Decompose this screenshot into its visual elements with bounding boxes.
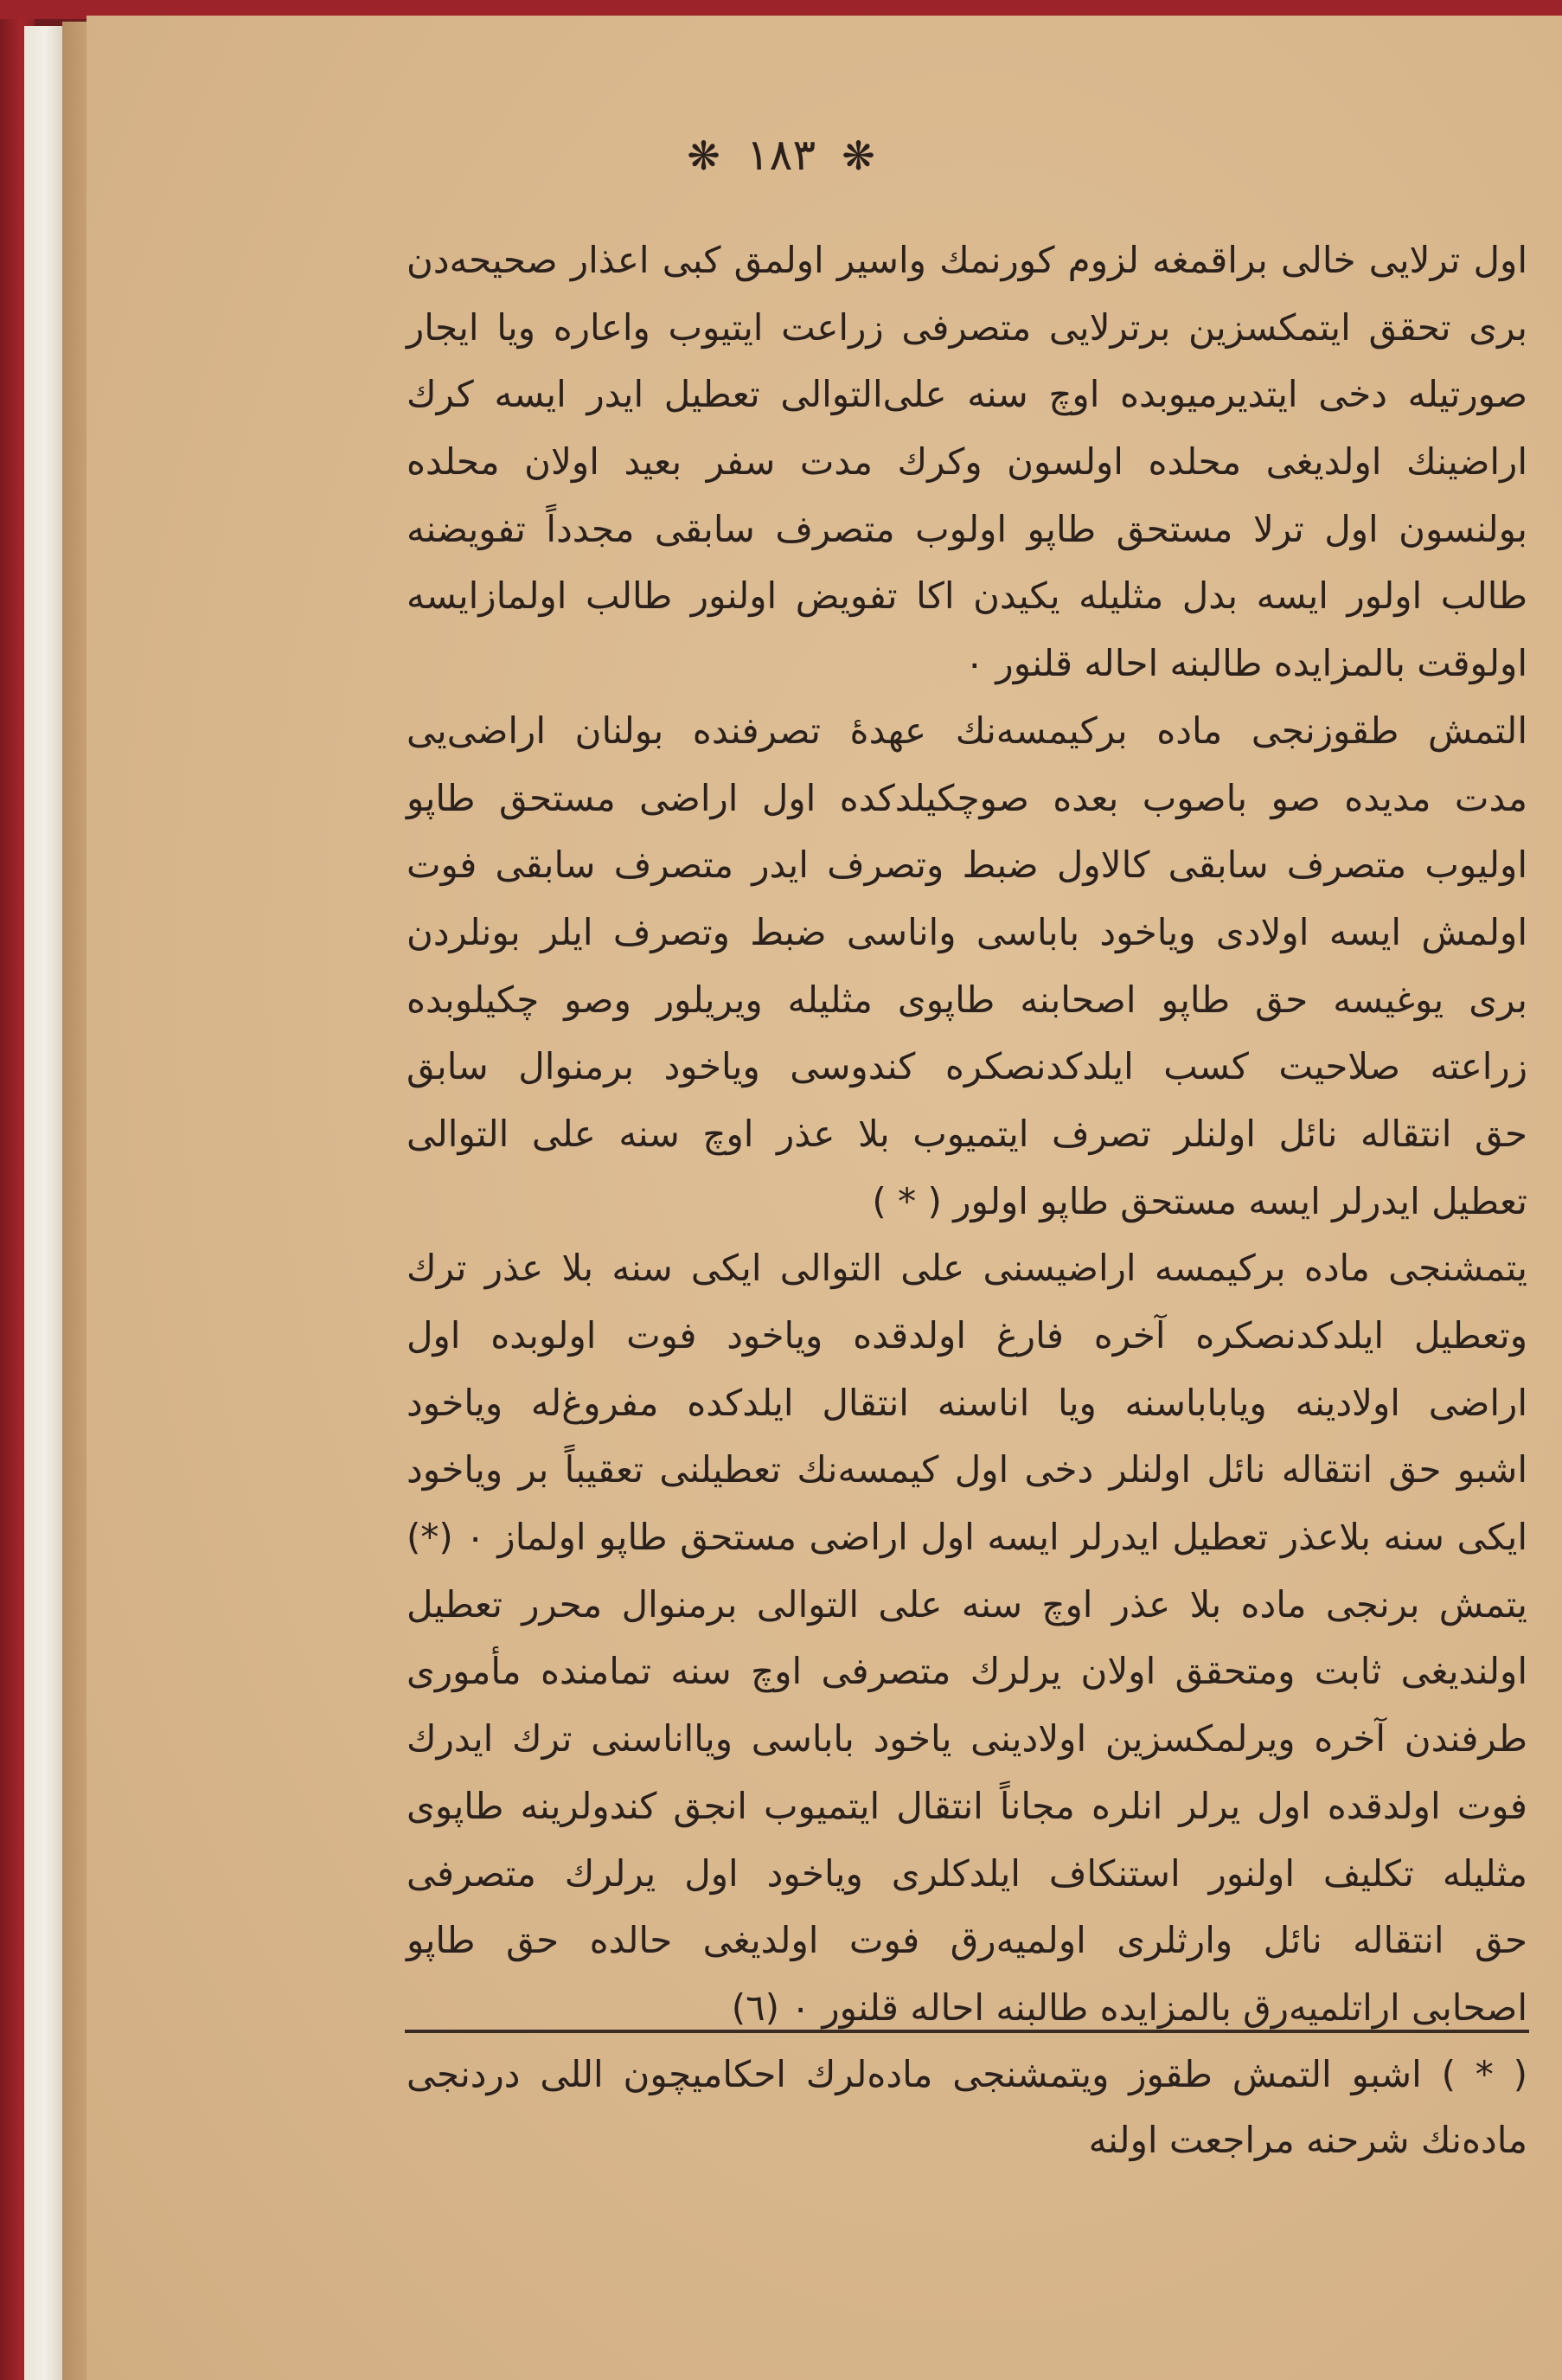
footnote-divider <box>405 2030 1529 2033</box>
text-line: بولنسون اول ترلا مستحق طاپو اولوب متصرف سابقی مجدداً تفویضنه <box>407 507 1527 550</box>
text-line: حق انتقاله نائل وارثلری اولمیه‌رق فوت اولدیغی حالده حق طاپو <box>407 1919 1527 1962</box>
text-line: بری تحقق ایتمکسزین برترلایی متصرفی زراعت ایتیوب واعاره ویا ایجار <box>407 305 1527 349</box>
text-line: اولمش ایسه اولادی ویاخود باباسی واناسی ضبط وتصرف ایلر بونلردن <box>407 910 1527 953</box>
text-line: اصحابی اراتلمیه‌رق بالمزایده طالبنه احاله قلنور ۰ (٦) <box>731 1985 1527 2029</box>
page-number: ١٨٣ <box>746 130 816 180</box>
text-line: تعطیل ایدرلر ایسه مستحق طاپو اولور ( * ) <box>872 1179 1527 1222</box>
endpaper-edge <box>24 26 66 2380</box>
ornament-icon: ❋ <box>842 132 875 179</box>
article-heading-line: التمش طقوزنجی ماده برکیمسه‌نك عهدهٔ تصرفنده بولنان اراضی‌یی <box>407 709 1527 752</box>
article-heading-line: یتمش برنجی ماده بلا عذر اوچ سنه علی التوالی برمنوال محرر تعطیل <box>407 1582 1527 1626</box>
main-text <box>407 227 1527 2042</box>
text-line: بری یوغیسه حق طاپو اصحابنه طاپوی مثلیله ویریلور وصو چکیلوبده <box>407 978 1527 1021</box>
footnote-line: ( * ) اشبو التمش طقوز ویتمشنجی ماده‌لرك احکامیچون اللی دردنجی <box>407 2053 1527 2095</box>
text-line: اولوقت بالمزایده طالبنه احاله قلنور ۰ <box>964 642 1527 685</box>
text-line: زراعته صلاحیت کسب ایلدکدنصکره کندوسی ویاخود برمنوال سابق <box>407 1045 1527 1088</box>
text-line: طالب اولور ایسه بدل مثلیله یکیدن اکا تفویض اولنور طالب اولمازایسه <box>407 574 1527 618</box>
text-line: اشبو حق انتقاله نائل اولنلر دخی اول کیمسه‌نك تعطیلنی تعقیباً بر ویاخود <box>407 1448 1527 1492</box>
footnote-line: ماده‌نك شرحنه مراجعت اولنه <box>1088 2119 1527 2161</box>
text-line: اولندیغی ثابت ومتحقق اولان یرلرك متصرفی اوچ سنه تمامنده مأموری <box>407 1650 1527 1693</box>
text-line: اولیوب متصرف سابقی کالاول ضبط وتصرف ایدر متصرف سابقی فوت <box>407 844 1527 887</box>
text-line: فوت اولدقده اول یرلر انلره مجاناً انتقال ایتمیوب انجق کندولرینه طاپوی <box>407 1784 1527 1827</box>
ornament-icon: ❋ <box>687 132 720 179</box>
text-line: مدت مدیده صو باصوب بعده صوچکیلدکده اول اراضی مستحق طاپو <box>407 776 1527 819</box>
text-line: طرفندن آخره ویرلمکسزین اولادینی یاخود باباسی ویااناسنی ترك ایدرك <box>407 1717 1527 1761</box>
page-header <box>0 130 1562 180</box>
text-line: اول ترلایی خالی براقمغه لزوم کورنمك واسیر اولمق کبی اعذار صحیحه‌دن <box>407 239 1527 281</box>
text-line: حق انتقاله نائل اولنلر تصرف ایتمیوب بلا عذر اوچ سنه علی التوالی <box>407 1112 1527 1155</box>
text-line: وتعطیل ایلدکدنصکره آخره فارغ اولدقده ویاخود فوت اولوبده اول <box>407 1314 1527 1357</box>
text-line: صورتیله دخی ایتدیرمیوبده اوچ سنه علی‌التوالی تعطیل ایدر ایسه کرك <box>407 373 1527 416</box>
article-heading-line: یتمشنجی ماده برکیمسه اراضیسنی علی التوالی ایکی سنه بلا عذر ترك <box>407 1247 1527 1290</box>
footnote <box>407 2042 1527 2173</box>
text-line: اراضی اولادینه ویاباباسنه ویا اناسنه انتقال ایلدکده مفروغ‌له ویاخود <box>407 1381 1527 1424</box>
text-line: اراضینك اولدیغی محلده اولسون وکرك مدت سفر بعید اولان محلده <box>407 440 1527 484</box>
text-line: مثلیله تکلیف اولنور استنکاف ایلدکلری ویاخود اول یرلرك متصرفی <box>407 1851 1527 1895</box>
text-line: ایکی سنه بلاعذر تعطیل ایدرلر ایسه اول اراضی مستحق طاپو اولماز ۰ (*) <box>407 1516 1528 1559</box>
